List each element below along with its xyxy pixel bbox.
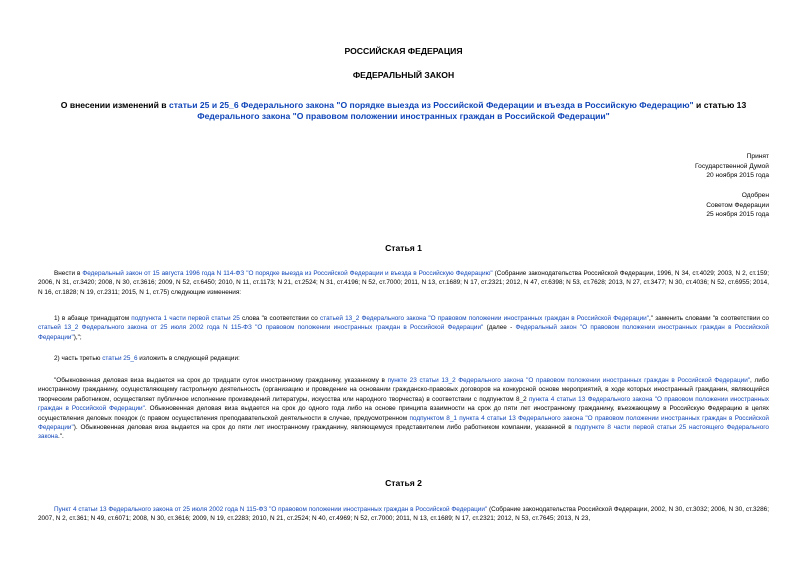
header-country: РОССИЙСКАЯ ФЕДЕРАЦИЯ bbox=[344, 46, 463, 56]
link-article-25-6[interactable]: статьи 25_6 bbox=[102, 355, 138, 362]
adoption-block bbox=[695, 152, 769, 181]
paragraph-text: Внести в bbox=[54, 270, 83, 277]
adoption-line: Принят bbox=[746, 153, 769, 160]
paragraph-text: 2) часть третью bbox=[54, 355, 103, 362]
paragraph-text: (Собрание законодательства Российской Федерации, 1996, N 34, ст.4029; 2003, N 2, ст.159; 2006, N 31, ст.3420; 2008, N 30, ст.3616; 2009, N 52, ст.6450; 2010, N 11, ст.1173; N 21, ст.2524; N 31, ст.4196; N 52, ст.7000; 2011, N 13, ст.1689; N 17, ст.2321; 2012, N 47, ст.6398; N 53, ст.7628; 2013, N 27, ст.3477; N 30, ст.4036; N 52, ст.6955; 2014, N 16, ст.1828; N 19, ст.2311; 2015, N 1, ст.75) следующие изменения: bbox=[38, 270, 770, 296]
article-1-paragraph-intro bbox=[38, 269, 769, 297]
approval-line: Одобрен bbox=[741, 192, 769, 199]
paragraph-text: (далее - bbox=[483, 324, 516, 332]
article-1-item-2 bbox=[38, 354, 769, 363]
adoption-date: 20 ноября 2015 года bbox=[706, 172, 769, 179]
link-subpoint-8-1[interactable]: подпунктом 8_1 пункта 4 статьи 13 Федерального закона "О правовом положении иностранных граждан в Российской Федерации" bbox=[38, 414, 769, 432]
header-law-type: ФЕДЕРАЛЬНЫЙ ЗАКОН bbox=[352, 70, 455, 80]
paragraph-text: . Обыкновенная деловая виза выдается на срок до одного года либо на основе принципа взаимности на срок до пяти лет иностранному гражданину, въезжающему в Российскую Федерацию в целях осуществления деловых поездок (с правом осуществления преподавательской деятельности в случае, предусмотренном bbox=[38, 405, 769, 422]
paragraph-text: изложить в следующей редакции: bbox=[137, 355, 240, 362]
article-1-item-1 bbox=[38, 314, 769, 342]
link-point-23-article-13-2[interactable]: пункте 23 статьи 13_2 Федерального закона "О правовом положении иностранных граждан в Российской Федерации" bbox=[387, 377, 751, 384]
approval-block bbox=[706, 191, 769, 220]
paragraph-text: 1) в абзаце тринадцатом bbox=[54, 315, 132, 322]
link-article-13-2[interactable]: статьей 13_2 Федерального закона "О правовом положении иностранных граждан в Российской Федерации" bbox=[320, 315, 649, 322]
link-foreign-citizens-law[interactable]: Федеральный закон "О правовом положении иностранных граждан в Российской Федерации" bbox=[38, 324, 769, 341]
article-1-heading: Статья 1 bbox=[385, 243, 422, 253]
paragraph-text: .". bbox=[58, 433, 64, 441]
adoption-line: Государственной Думой bbox=[695, 162, 769, 170]
paragraph-text: , либо иностранному гражданину, осуществляющему гастрольную деятельность (организацию и проведение на основании гражданско-правовых договоров на конкурсной основе мероприятий, в ходе которых иностранный гражданин, являющийся творческим работником, осуществляет публичное исполнение произведений литературы, искусства или народного творчества) в соответствии с подпунктом 8_2 bbox=[38, 377, 769, 403]
paragraph-text: ). Обыкновенная деловая виза выдается на срок до пяти лет иностранному гражданину, являющемуся представителем либо работником компании, указанной в bbox=[73, 424, 575, 432]
law-title-text: и статью 13 bbox=[693, 100, 747, 110]
link-article-13-2-law-115[interactable]: статьей 13_2 Федерального закона от 25 июля 2002 года N 115-ФЗ "О правовом положении иностранных граждан в Российской Федерации" bbox=[38, 324, 484, 332]
law-title bbox=[40, 100, 767, 122]
paragraph-text: ),"; bbox=[73, 333, 82, 341]
link-subparagraph-1-article-25[interactable]: подпункта 1 части первой статьи 25 bbox=[131, 315, 240, 322]
paragraph-text: ," заменить словами "в соответствии со bbox=[648, 315, 769, 322]
paragraph-text: (Собрание законодательства Российской Федерации, 2002, N 30, ст.3032; 2006, N 30, ст.3286; 2007, N 2, ст.361; N 49, ст.6071; 2008, N 30, ст.3616; 2009, N 19, ст.2283; 2010, N 21, ст.2524; N 40, ст.4969; N 52, ст.7000; 2011, N 13, ст.1689; N 17, ст.2321; 2012, N 53, ст.7645; 2013, N 23, bbox=[38, 506, 769, 523]
link-federal-law-114[interactable]: Федеральный закон от 15 августа 1996 года N 114-ФЗ "О порядке выезда из Российской Федерации и въезда в Российскую Федерацию" bbox=[82, 270, 493, 277]
paragraph-text: "Обыкновенная деловая виза выдается на срок до тридцати суток иностранному гражданину, указанному в bbox=[54, 377, 388, 384]
approval-date: 25 ноября 2015 года bbox=[706, 211, 769, 218]
paragraph-text: слова "в соответствии со bbox=[239, 315, 321, 322]
link-point-4-article-13-law-115[interactable]: Пункт 4 статьи 13 Федерального закона от 25 июля 2002 года N 115-ФЗ "О правовом положении иностранных граждан в Российской Федерации" bbox=[54, 506, 488, 513]
article-2-heading: Статья 2 bbox=[385, 478, 422, 488]
approval-line: Советом Федерации bbox=[706, 201, 769, 209]
law-title-link-articles-25[interactable]: статьи 25 и 25_6 Федерального закона "О порядке выезда из Российской Федерации и въезда в Российскую Федерацию" bbox=[168, 100, 694, 110]
article-2-paragraph bbox=[38, 505, 769, 524]
link-point-4-article-13[interactable]: пункта 4 статьи 13 Федерального закона "О правовом положении иностранных граждан в Российской Федерации" bbox=[38, 395, 769, 413]
link-subpoint-8-article-25[interactable]: подпункте 8 части первой статьи 25 настоящего Федерального закона bbox=[38, 424, 769, 441]
law-title-link-foreign-citizens[interactable]: Федерального закона "О правовом положении иностранных граждан в Российской Федерации" bbox=[197, 111, 610, 121]
law-title-text: О внесении изменений в bbox=[60, 100, 169, 110]
article-1-quoted-text bbox=[38, 376, 769, 442]
